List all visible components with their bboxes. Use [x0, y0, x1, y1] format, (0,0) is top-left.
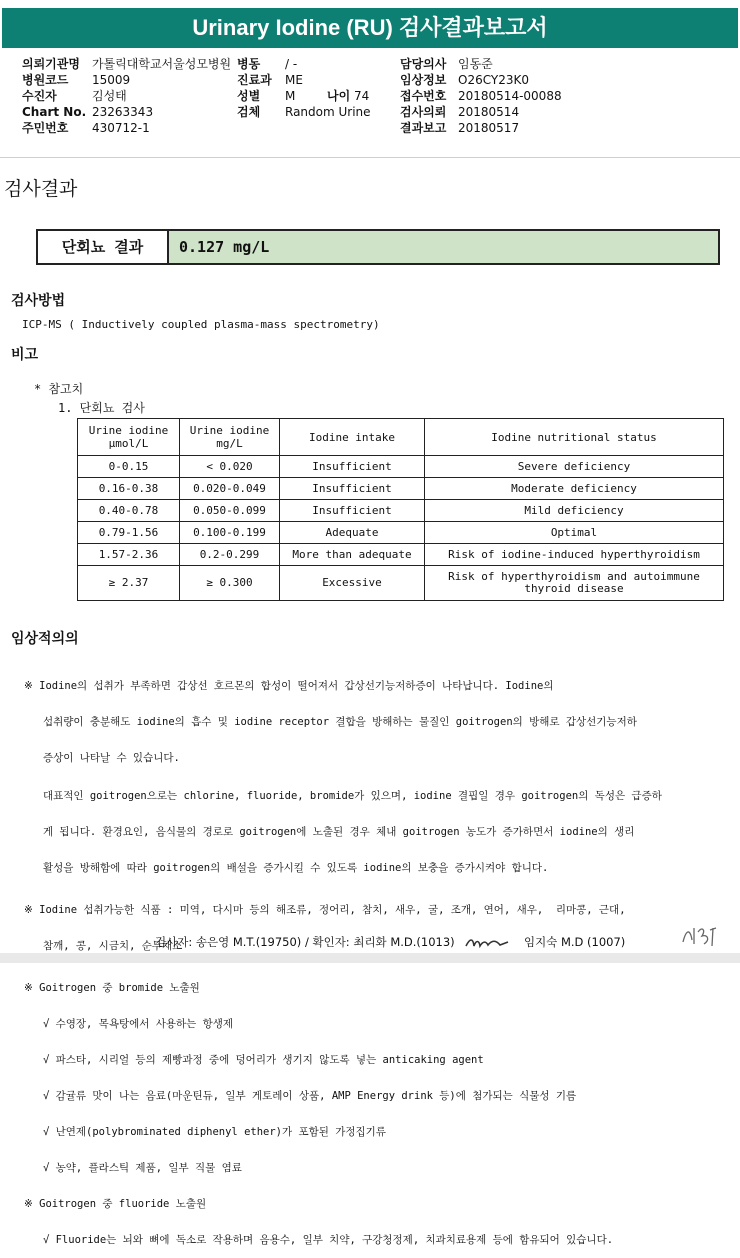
info-label: 담당의사	[400, 57, 447, 71]
info-label: 성별	[237, 89, 261, 103]
info-value: 임동준	[458, 57, 493, 71]
table-cell: 0.050-0.099	[180, 500, 280, 522]
info-label: 의뢰기관명	[22, 57, 80, 71]
table-row	[78, 544, 724, 566]
method-heading: 검사방법	[11, 293, 66, 309]
info-label: 병동	[237, 57, 261, 71]
results-heading: 검사결과	[4, 178, 78, 200]
table-cell: 0.020-0.049	[180, 478, 280, 500]
info-value: 김성태	[92, 89, 127, 103]
note-line: 활성을 방해함에 따라 goitrogen의 배설을 증가시킬 수 있도록 iodine의 보충을 증가시켜야 합니다.	[24, 862, 549, 874]
table-cell: 0.100-0.199	[180, 522, 280, 544]
table-cell: Adequate	[280, 522, 425, 544]
table-cell: ≥ 0.300	[180, 566, 280, 601]
table-header: Urine iodine mg/L	[180, 419, 280, 456]
table-cell: 0-0.15	[78, 456, 180, 478]
table-row	[78, 500, 724, 522]
footer	[155, 934, 625, 950]
note-line: √ 수영장, 목욕탕에서 사용하는 항생제	[24, 1018, 234, 1030]
info-value: ME	[285, 73, 303, 87]
table-row	[78, 456, 724, 478]
table-cell: 0.16-0.38	[78, 478, 180, 500]
table-header: Iodine nutritional status	[425, 419, 724, 456]
footer-signer-2: 임지숙 M.D (1007)	[523, 935, 626, 949]
note-line: 섭취량이 충분해도 iodine의 흡수 및 iodine receptor 결합을 방해하는 물질인 goitrogen의 방해로 갑상선기능저하	[24, 716, 637, 728]
info-value: M	[285, 89, 296, 103]
note-line: ※ Goitrogen 중 fluoride 노출원	[24, 1198, 207, 1210]
footer-signers: 검사자: 송은영 M.T.(19750) / 확인자: 최리화 M.D.(1013)	[155, 935, 455, 949]
result-label: 단회뇨 결과	[38, 231, 169, 263]
info-label: 임상정보	[400, 73, 447, 87]
age-value: 74	[354, 89, 370, 103]
result-value: 0.127 mg/L	[169, 231, 718, 263]
note-line: 증상이 나타날 수 있습니다.	[24, 752, 180, 764]
bottom-bar	[0, 953, 740, 963]
signature-image	[464, 936, 510, 950]
table-cell: Risk of hyperthyroidism and autoimmune thyroid disease	[425, 566, 724, 601]
result-box	[36, 229, 720, 265]
ref-sub: 1. 단회뇨 검사	[58, 401, 145, 415]
report-title: Urinary Iodine (RU) 검사결과보고서	[2, 8, 738, 48]
info-value: O26CY23K0	[458, 73, 529, 87]
reference-table	[77, 418, 724, 601]
table-cell: Mild deficiency	[425, 500, 724, 522]
table-row	[78, 522, 724, 544]
info-value: 15009	[92, 73, 131, 87]
note-line: √ 파스타, 시리얼 등의 제빵과정 중에 덩어리가 생기지 않도록 넣는 anticaking agent	[24, 1054, 484, 1066]
note-line: 대표적인 goitrogen으로는 chlorine, fluoride, bromide가 있으며, iodine 결핍일 경우 goitrogen의 독성은 급증하	[24, 790, 662, 802]
table-cell: Insufficient	[280, 500, 425, 522]
info-value: 가톨릭대학교서울성모병원	[92, 57, 232, 71]
info-label: 병원코드	[22, 73, 69, 87]
info-label: 결과보고	[400, 121, 447, 135]
note-line: √ 감귤류 맛이 나는 음료(마운틴듀, 일부 게토레이 상품, AMP Energy drink 등)에 첨가되는 식물성 기름	[24, 1090, 577, 1102]
note-line: ※ Iodine의 섭취가 부족하면 갑상선 호르몬의 합성이 떨어져서 갑상선기능저하증이 나타납니다. Iodine의	[24, 680, 554, 692]
remarks-heading: 비고	[11, 347, 39, 363]
note-line: ※ Iodine 섭취가능한 식품 : 미역, 다시마 등의 해조류, 정어리, 참치, 새우, 굴, 조개, 연어, 새우, 리마콩, 근대,	[24, 904, 626, 916]
note-line: ※ Goitrogen 중 bromide 노출원	[24, 982, 200, 994]
table-cell: Severe deficiency	[425, 456, 724, 478]
info-label: 검사의뢰	[400, 105, 447, 119]
method-text: ICP-MS ( Inductively coupled plasma-mass spectrometry)	[22, 318, 380, 331]
info-value: 430712-1	[92, 121, 150, 135]
handwritten-signature	[680, 922, 720, 950]
table-cell: Insufficient	[280, 478, 425, 500]
clinical-heading: 임상적의의	[11, 631, 79, 647]
note-line: √ 난연제(polybrominated diphenyl ether)가 포함된 가정집기류	[24, 1126, 386, 1138]
info-value: 23263343	[92, 105, 154, 119]
info-value: 20180514-00088	[458, 89, 562, 103]
table-cell: 0.40-0.78	[78, 500, 180, 522]
info-label: 수진자	[22, 89, 57, 103]
table-cell: 1.57-2.36	[78, 544, 180, 566]
table-cell: Optimal	[425, 522, 724, 544]
table-cell: ≥ 2.37	[78, 566, 180, 601]
info-label: 진료과	[237, 73, 272, 87]
note-line: √ Fluoride는 뇌와 뼈에 독소로 작용하며 음용수, 일부 치약, 구강청정제, 치과치료용제 등에 함유되어 있습니다.	[24, 1234, 614, 1246]
table-cell: Insufficient	[280, 456, 425, 478]
table-cell: 0.2-0.299	[180, 544, 280, 566]
table-header-row	[78, 419, 724, 456]
table-cell: 0.79-1.56	[78, 522, 180, 544]
info-col1	[22, 56, 231, 136]
info-value: / -	[285, 57, 298, 71]
info-value: Random Urine	[285, 105, 371, 119]
info-value: 20180517	[458, 121, 520, 135]
table-cell: < 0.020	[180, 456, 280, 478]
ref-label: * 참고치	[34, 382, 84, 396]
table-cell: More than adequate	[280, 544, 425, 566]
info-label: 검체	[237, 105, 261, 119]
table-cell: Moderate deficiency	[425, 478, 724, 500]
info-col2	[237, 56, 371, 120]
table-cell: Risk of iodine-induced hyperthyroidism	[425, 544, 724, 566]
table-cell: Excessive	[280, 566, 425, 601]
info-label: 접수번호	[400, 89, 447, 103]
table-header: Iodine intake	[280, 419, 425, 456]
info-value: 20180514	[458, 105, 520, 119]
table-row	[78, 478, 724, 500]
info-col3	[400, 56, 562, 136]
note-line: √ 농약, 플라스틱 제품, 일부 직물 염료	[24, 1162, 242, 1174]
info-label: 주민번호	[22, 121, 69, 135]
divider	[0, 157, 740, 158]
table-row	[78, 566, 724, 601]
table-header: Urine iodine μmol/L	[78, 419, 180, 456]
note-line: 참깨, 콩, 시금치, 순무채소	[24, 940, 183, 952]
age-label: 나이	[327, 89, 351, 103]
note-line: 게 됩니다. 환경요인, 음식물의 경로로 goitrogen에 노출된 경우 체내 goitrogen 농도가 증가하면서 iodine의 생리	[24, 826, 635, 838]
info-label: Chart No.	[22, 105, 87, 119]
